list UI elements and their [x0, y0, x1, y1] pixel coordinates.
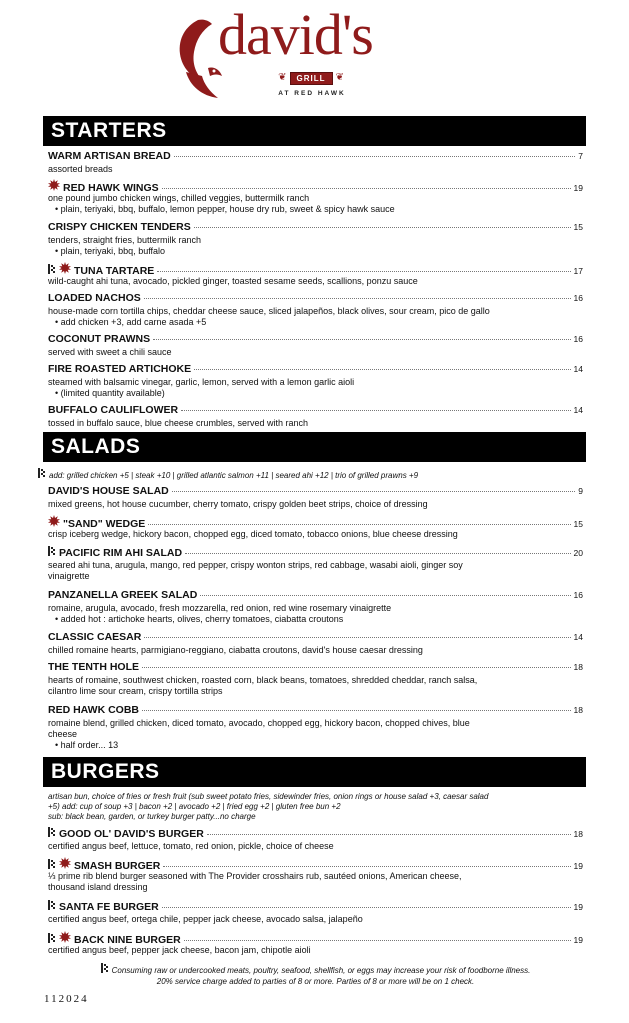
burgers-header — [43, 757, 586, 787]
item-price: 18 — [573, 829, 583, 839]
item-name: "SAND" WEDGE — [63, 518, 146, 530]
item-description: crisp iceberg wedge, hickory bacon, chopped egg, diced tomato, tobacco onions, blue cheese dressing — [48, 529, 458, 539]
menu-item — [48, 292, 583, 328]
item-price: 18 — [573, 705, 583, 715]
item-description: served with sweet a chili sauce — [48, 347, 172, 357]
menu-item — [48, 631, 583, 656]
item-description: ⅓ prime rib blend burger seasoned with The Provider crosshairs rub, sautéed onions, American cheese, — [48, 871, 462, 881]
item-name: RED HAWK WINGS — [63, 182, 159, 194]
footer-disclaimer — [48, 963, 583, 987]
item-description: tenders, straight fries, buttermilk ranch — [48, 235, 202, 245]
item-name: PACIFIC RIM AHI SALAD — [59, 547, 183, 559]
item-price: 20 — [573, 548, 583, 558]
menu-item — [48, 546, 583, 582]
menu-item — [48, 931, 583, 956]
item-price: 19 — [573, 861, 583, 871]
item-price: 16 — [573, 334, 583, 344]
restaurant-logo — [168, 2, 378, 104]
raw-food-icon — [48, 859, 56, 869]
item-name: THE TENTH HOLE — [48, 661, 139, 673]
item-description: romaine, arugula, avocado, fresh mozzarella, red onion, red wine rosemary vinaigrette — [48, 603, 392, 613]
raw-food-icon — [48, 827, 56, 837]
item-name: GOOD OL' DAVID'S BURGER — [59, 828, 204, 840]
raw-food-icon — [48, 933, 56, 943]
salads-header — [43, 432, 586, 462]
item-options: • (limited quantity available) — [55, 388, 165, 398]
item-description: tossed in buffalo sauce, blue cheese crumbles, served with ranch — [48, 418, 308, 428]
item-price: 17 — [573, 266, 583, 276]
item-description: house-made corn tortilla chips, cheddar cheese sauce, sliced jalapeños, black olives, sour cream, pico de gallo — [48, 306, 490, 316]
item-description: hearts of romaine, southwest chicken, roasted corn, black beans, tomatoes, shredded cheddar, ranch salsa, — [48, 675, 478, 685]
item-price: 14 — [573, 632, 583, 642]
raw-food-icon — [48, 546, 56, 556]
item-name: TUNA TARTARE — [74, 265, 155, 277]
item-name: LOADED NACHOS — [48, 292, 141, 304]
menu-item — [48, 589, 583, 625]
item-name: SMASH BURGER — [74, 860, 161, 872]
item-price: 16 — [573, 293, 583, 303]
item-name: WARM ARTISAN BREAD — [48, 150, 171, 162]
brand-name: david's — [218, 2, 373, 67]
menu-item — [48, 827, 583, 852]
starters-header — [43, 116, 586, 146]
item-description: assorted breads — [48, 164, 113, 174]
menu-code: 112024 — [44, 993, 89, 1005]
item-name: CRISPY CHICKEN TENDERS — [48, 221, 191, 233]
item-name: DAVID'S HOUSE SALAD — [48, 485, 169, 497]
service-charge-note: 20% service charge added to parties of 8 or more. Parties of 8 or more will be on 1 check. — [156, 977, 475, 986]
grill-label: GRILL — [290, 72, 333, 85]
section-title: BURGERS — [51, 760, 160, 783]
ornament-icon: ❦ — [335, 72, 344, 83]
menu-item — [48, 221, 583, 257]
item-name: PANZANELLA GREEK SALAD — [48, 589, 198, 601]
item-price: 9 — [578, 486, 583, 496]
item-price: 19 — [573, 902, 583, 912]
item-options: • added hot : artichoke hearts, olives, cherry tomatoes, ciabatta croutons — [55, 614, 344, 624]
salads-add-ons: add: grilled chicken +5 | steak +10 | grilled atlantic salmon +11 | seared ahi +12 | trio of grilled prawns +9 — [38, 468, 418, 481]
menu-item — [48, 262, 583, 287]
item-description: mixed greens, hot house cucumber, cherry tomato, crispy golden beet strips, choice of dressing — [48, 499, 428, 509]
item-name: CLASSIC CAESAR — [48, 631, 142, 643]
item-price: 15 — [573, 222, 583, 232]
menu-item — [48, 704, 583, 751]
menu-item — [48, 150, 583, 175]
item-price: 19 — [573, 935, 583, 945]
item-description: cheese — [48, 729, 78, 739]
ornament-icon: ❦ — [278, 72, 287, 83]
raw-food-icon — [38, 468, 46, 478]
menu-item — [48, 515, 583, 540]
item-description: steamed with balsamic vinegar, garlic, lemon, served with a lemon garlic aioli — [48, 377, 355, 387]
house-favorite-icon — [48, 515, 60, 527]
house-favorite-icon — [59, 262, 71, 274]
item-price: 16 — [573, 590, 583, 600]
raw-food-icon — [101, 963, 109, 973]
item-options: • plain, teriyaki, bbq, buffalo, lemon pepper, house dry rub, sweet & spicy hawk sauce — [55, 204, 395, 214]
item-description: thousand island dressing — [48, 882, 148, 892]
raw-food-icon — [48, 264, 56, 274]
grill-banner — [256, 72, 366, 84]
menu-item — [48, 857, 583, 893]
menu-item — [48, 404, 583, 429]
item-name: SANTA FE BURGER — [59, 901, 159, 913]
section-title: STARTERS — [51, 119, 167, 142]
item-price: 19 — [573, 183, 583, 193]
item-name: BACK NINE BURGER — [74, 934, 181, 946]
item-description: seared ahi tuna, arugula, mango, red pepper, crispy wonton strips, red cabbage, wasabi aioli, ginger soy — [48, 560, 463, 570]
item-price: 14 — [573, 364, 583, 374]
item-description: certified angus beef, ortega chile, pepper jack cheese, avocado salsa, jalapeño — [48, 914, 363, 924]
item-name: FIRE ROASTED ARTICHOKE — [48, 363, 192, 375]
menu-item — [48, 485, 583, 510]
item-price: 18 — [573, 662, 583, 672]
item-options: • add chicken +3, add carne asada +5 — [55, 317, 207, 327]
menu-item — [48, 900, 583, 925]
item-name: COCONUT PRAWNS — [48, 333, 151, 345]
item-name: RED HAWK COBB — [48, 704, 139, 716]
house-favorite-icon — [59, 931, 71, 943]
menu-item — [48, 661, 583, 697]
item-description: certified angus beef, lettuce, tomato, red onion, pickle, choice of cheese — [48, 841, 334, 851]
item-description: vinaigrette — [48, 571, 90, 581]
item-price: 7 — [578, 151, 583, 161]
menu-item — [48, 179, 583, 215]
item-name: BUFFALO CAULIFLOWER — [48, 404, 179, 416]
item-description: wild-caught ahi tuna, avocado, pickled ginger, toasted sesame seeds, scallions, ponzu sauce — [48, 276, 418, 286]
menu-item — [48, 333, 583, 358]
item-description: certified angus beef, pepper jack cheese, bacon jam, chipotle aioli — [48, 945, 311, 955]
item-description: cilantro lime sour cream, crispy tortilla strips — [48, 686, 223, 696]
house-favorite-icon — [48, 179, 60, 191]
raw-food-icon — [48, 900, 56, 910]
item-description: romaine blend, grilled chicken, diced tomato, avocado, chopped egg, hickory bacon, chopped chives, blue — [48, 718, 470, 728]
section-title: SALADS — [51, 435, 141, 458]
item-options: • plain, teriyaki, bbq, buffalo — [55, 246, 166, 256]
burgers-note: artisan bun, choice of fries or fresh fruit (sub sweet potato fries, sidewinder fries, onion rings or house salad +3, caesar salad +5) add: cup of soup +3 | bacon +2 | avocado +2 | fried egg +2 | gluten free bun +2 sub: black bean, garden, or turkey burger patty...no charge — [48, 792, 489, 821]
logo-subtitle: AT RED HAWK — [278, 90, 346, 97]
item-description: chilled romaine hearts, parmigiano-reggiano, ciabatta croutons, david's house caesar dressing — [48, 645, 423, 655]
item-description: one pound jumbo chicken wings, chilled veggies, buttermilk ranch — [48, 193, 310, 203]
house-favorite-icon — [59, 857, 71, 869]
menu-item — [48, 363, 583, 399]
item-price: 14 — [573, 405, 583, 415]
item-options: • half order... 13 — [55, 740, 119, 750]
food-safety-warning: Consuming raw or undercooked meats, poultry, seafood, shellfish, or eggs may increase your risk of foodborne illness. — [111, 966, 531, 975]
item-price: 15 — [573, 519, 583, 529]
